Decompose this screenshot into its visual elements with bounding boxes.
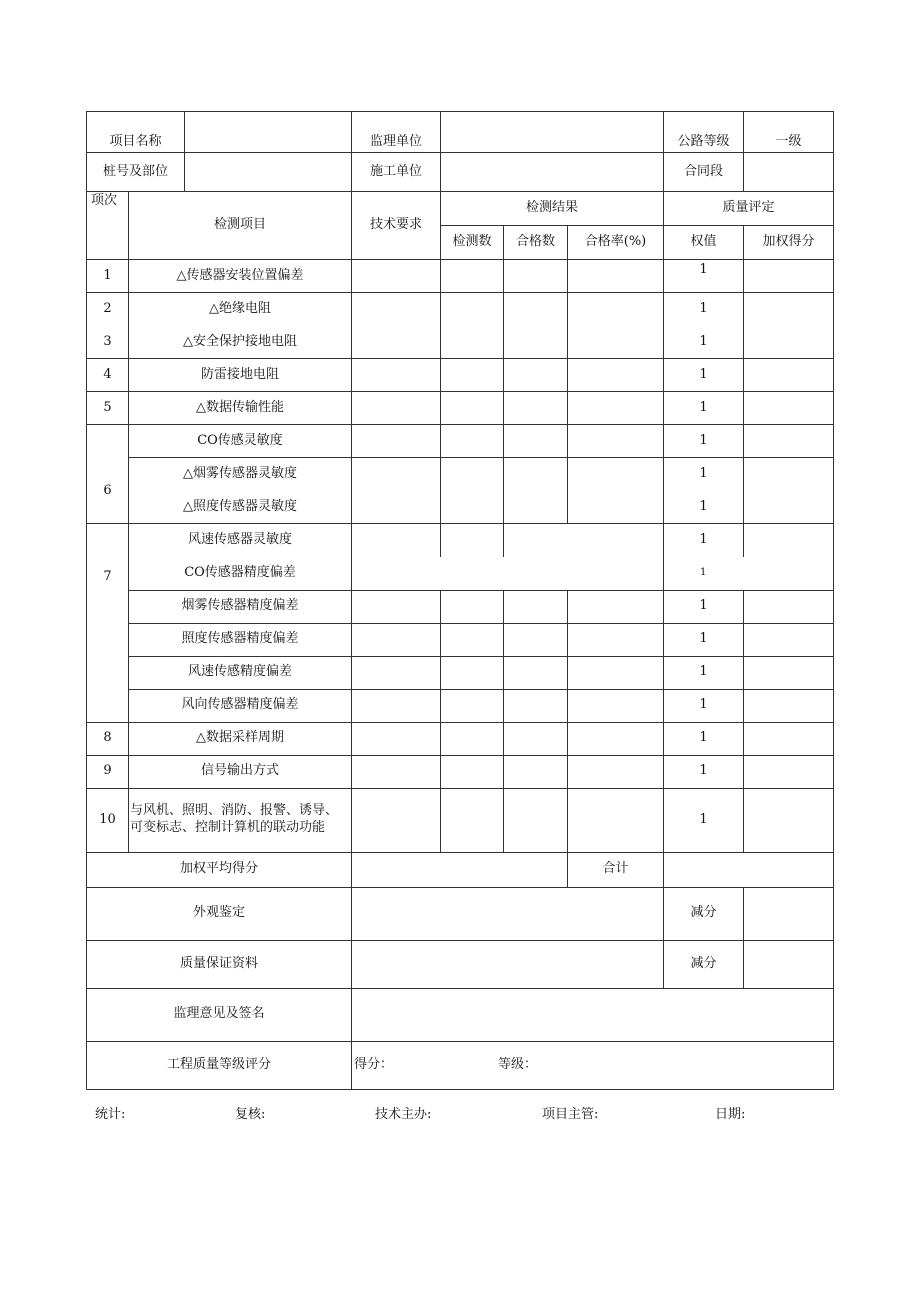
weighted-score-cell[interactable] <box>744 722 834 755</box>
pass-rate-cell[interactable] <box>568 359 664 392</box>
tech-req-cell[interactable] <box>352 689 441 722</box>
tech-req-header: 技术要求 <box>352 192 441 260</box>
merged-cell-c[interactable] <box>352 557 664 590</box>
total-value[interactable] <box>664 852 834 887</box>
pass-count-cell[interactable] <box>504 293 568 359</box>
project-name-row <box>87 112 352 153</box>
row-weight: 1 <box>699 532 708 548</box>
row-no-group-7-mid <box>87 590 129 623</box>
grade-eval-value[interactable] <box>352 1041 834 1089</box>
pass-rate-cell[interactable] <box>568 392 664 425</box>
row-item: △传感器安装位置偏差 <box>129 260 352 293</box>
pass-rate-cell[interactable] <box>568 293 664 359</box>
weighted-avg-value[interactable] <box>352 852 568 887</box>
row-no: 4 <box>87 359 129 392</box>
row-no-group-7: 7 <box>87 557 129 590</box>
weighted-score-cell[interactable] <box>744 392 834 425</box>
row-item: 信号输出方式 <box>129 755 352 788</box>
construction-unit-label: 施工单位 <box>352 153 441 192</box>
quality-evaluation-table <box>86 111 834 1090</box>
pass-rate-cell[interactable] <box>568 623 664 656</box>
supervision-unit-label: 监理单位 <box>352 112 441 153</box>
test-count-cell[interactable] <box>441 623 504 656</box>
row-weight: 1 <box>664 623 744 656</box>
row-no-group-7-bottom <box>87 689 129 722</box>
row-item: △数据传输性能 <box>129 392 352 425</box>
supervision-opinion-value[interactable] <box>352 988 834 1041</box>
row-no: 2 <box>87 293 129 326</box>
pass-rate-cell[interactable] <box>568 722 664 755</box>
pass-rate-cell[interactable] <box>568 755 664 788</box>
road-grade-label: 公路等级 <box>664 112 744 153</box>
weighted-avg-label: 加权平均得分 <box>87 852 352 887</box>
row-item: CO传感灵敏度 <box>129 425 352 458</box>
test-count-cell[interactable] <box>441 590 504 623</box>
grade-eval-label: 工程质量等级评分 <box>87 1041 352 1089</box>
row-weight: 1 <box>664 755 744 788</box>
tech-req-cell[interactable] <box>352 458 441 524</box>
appearance-label: 外观鉴定 <box>87 887 352 940</box>
weighted-score-cell[interactable] <box>744 458 834 524</box>
pass-count-cell[interactable] <box>504 392 568 425</box>
tech-req-cell[interactable] <box>352 722 441 755</box>
quality-docs-label: 质量保证资料 <box>87 940 352 988</box>
quality-docs-deduct-label: 减分 <box>664 940 744 988</box>
contract-section-label: 合同段 <box>664 153 744 192</box>
item-header: 检测项目 <box>129 192 352 260</box>
test-count-cell[interactable] <box>441 392 504 425</box>
date-label: 日期: <box>715 1107 746 1122</box>
test-count-cell[interactable] <box>441 260 504 293</box>
tech-lead-label: 技术主办: <box>375 1107 432 1122</box>
construction-unit-value[interactable] <box>441 153 664 192</box>
merged-weight-cell <box>664 524 834 558</box>
supervision-unit-value[interactable] <box>441 112 664 153</box>
station-label: 桩号及部位 <box>102 163 168 179</box>
row-no: 5 <box>87 392 129 425</box>
row-no-group-7-mid <box>87 623 129 656</box>
row-no: 10 <box>87 788 129 852</box>
row-weight: 1 <box>664 326 744 359</box>
row-no: 8 <box>87 722 129 755</box>
quality-docs-value[interactable] <box>352 940 664 988</box>
row-item: 风向传感器精度偏差 <box>129 689 352 722</box>
weight-header: 权值 <box>664 226 744 260</box>
test-count-cell[interactable] <box>441 656 504 689</box>
weighted-score-cell[interactable] <box>744 293 834 359</box>
supervision-opinion-label: 监理意见及签名 <box>87 988 352 1041</box>
row-item: 与风机、照明、消防、报警、诱导、可变标志、控制计算机的联动功能 <box>129 788 352 852</box>
project-name-value[interactable] <box>185 112 351 152</box>
pass-rate-cell[interactable] <box>568 788 664 852</box>
tech-req-cell[interactable] <box>352 656 441 689</box>
test-count-cell[interactable] <box>441 755 504 788</box>
station-value[interactable] <box>185 153 351 191</box>
pass-count-cell[interactable] <box>504 359 568 392</box>
pass-rate-cell[interactable] <box>568 458 664 524</box>
pass-rate-cell[interactable] <box>568 689 664 722</box>
road-grade-value: 一级 <box>744 112 834 153</box>
pass-rate-header: 合格率(%) <box>568 226 664 260</box>
grade-label: 等级： <box>498 1056 538 1072</box>
row-item: △绝缘电阻 <box>129 293 352 326</box>
row-item: △数据采样周期 <box>129 722 352 755</box>
weighted-score-cell[interactable] <box>744 590 834 623</box>
row-item: 风速传感器灵敏度 <box>129 524 352 558</box>
row-item: △烟雾传感器灵敏度 <box>129 458 352 491</box>
tech-req-cell[interactable] <box>352 392 441 425</box>
score-label: 得分： <box>354 1056 394 1072</box>
test-count-header: 检测数 <box>441 226 504 260</box>
row-no-group-7-top <box>87 524 129 558</box>
pass-rate-cell[interactable] <box>568 656 664 689</box>
row-weight: 1 <box>664 557 834 590</box>
merged-cell-b[interactable] <box>504 524 664 558</box>
test-count-cell[interactable] <box>441 293 504 359</box>
test-count-cell[interactable] <box>441 722 504 755</box>
test-results-header: 检测结果 <box>441 192 664 226</box>
pass-count-cell[interactable] <box>504 590 568 623</box>
pass-count-cell[interactable] <box>504 425 568 458</box>
tech-req-cell[interactable] <box>352 590 441 623</box>
row-no: 3 <box>87 326 129 359</box>
merged-cell-a[interactable] <box>352 524 504 558</box>
row-weight: 1 <box>664 722 744 755</box>
pass-count-cell[interactable] <box>504 722 568 755</box>
tech-req-cell[interactable] <box>352 755 441 788</box>
row-weight: 1 <box>664 656 744 689</box>
row-weight: 1 <box>664 689 744 722</box>
project-manager-label: 项目主管: <box>542 1107 599 1122</box>
weighted-score-cell[interactable] <box>744 755 834 788</box>
tech-req-cell[interactable] <box>352 788 441 852</box>
test-count-cell[interactable] <box>441 788 504 852</box>
row-weight: 1 <box>664 392 744 425</box>
pass-rate-cell[interactable] <box>568 590 664 623</box>
row-weight: 1 <box>664 590 744 623</box>
weighted-score-header: 加权得分 <box>744 226 834 260</box>
weighted-score-cell[interactable] <box>744 359 834 392</box>
pass-rate-cell[interactable] <box>568 260 664 293</box>
row-item: △照度传感器灵敏度 <box>129 491 352 524</box>
tech-req-cell[interactable] <box>352 425 441 458</box>
weighted-score-cell[interactable] <box>744 788 834 852</box>
row-item: 照度传感器精度偏差 <box>129 623 352 656</box>
row-no-group-7-mid <box>87 656 129 689</box>
test-count-cell[interactable] <box>441 458 504 524</box>
test-count-cell[interactable] <box>441 359 504 392</box>
row-item: 烟雾传感器精度偏差 <box>129 590 352 623</box>
weighted-score-cell[interactable] <box>744 656 834 689</box>
row-weight: 1 <box>664 293 744 326</box>
appearance-deduct-value[interactable] <box>744 887 834 940</box>
station-row <box>87 153 352 192</box>
pass-count-cell[interactable] <box>504 623 568 656</box>
weighted-score-cell[interactable] <box>744 623 834 656</box>
row-weight: 1 <box>664 458 744 491</box>
row-weight: 1 <box>664 491 744 524</box>
pass-count-cell[interactable] <box>504 656 568 689</box>
stats-label: 统计: <box>95 1107 126 1122</box>
tech-req-cell[interactable] <box>352 260 441 293</box>
quality-eval-header: 质量评定 <box>664 192 834 226</box>
row-no: 1 <box>87 260 129 293</box>
weighted-score-cell[interactable] <box>744 689 834 722</box>
weighted-score-cell[interactable] <box>744 260 834 293</box>
tech-req-cell[interactable] <box>352 359 441 392</box>
test-count-cell[interactable] <box>441 689 504 722</box>
appearance-deduct-label: 减分 <box>664 887 744 940</box>
pass-rate-cell[interactable] <box>568 425 664 458</box>
pass-count-header: 合格数 <box>504 226 568 260</box>
pass-count-cell[interactable] <box>504 458 568 524</box>
row-no: 9 <box>87 755 129 788</box>
pass-count-cell[interactable] <box>504 260 568 293</box>
project-name-label: 项目名称 <box>109 133 162 149</box>
pass-count-cell[interactable] <box>504 788 568 852</box>
quality-docs-deduct-value[interactable] <box>744 940 834 988</box>
appearance-value[interactable] <box>352 887 664 940</box>
weighted-score-cell[interactable] <box>744 425 834 458</box>
pass-count-cell[interactable] <box>504 689 568 722</box>
total-label: 合计 <box>568 852 664 887</box>
tech-req-cell[interactable] <box>352 623 441 656</box>
row-item: CO传感器精度偏差 <box>129 557 352 590</box>
row-item: 防雷接地电阻 <box>129 359 352 392</box>
contract-section-value[interactable] <box>744 153 834 192</box>
row-weight: 1 <box>664 260 744 293</box>
row-no-group-6: 6 <box>87 425 129 524</box>
row-weight: 1 <box>664 359 744 392</box>
row-item: 风速传感精度偏差 <box>129 656 352 689</box>
row-weight: 1 <box>664 425 744 458</box>
review-label: 复核: <box>235 1107 266 1122</box>
row-item: △安全保护接地电阻 <box>129 326 352 359</box>
pass-count-cell[interactable] <box>504 755 568 788</box>
item-no-header: 项次 <box>87 192 129 260</box>
test-count-cell[interactable] <box>441 425 504 458</box>
tech-req-cell[interactable] <box>352 293 441 359</box>
row-weight: 1 <box>664 788 744 852</box>
